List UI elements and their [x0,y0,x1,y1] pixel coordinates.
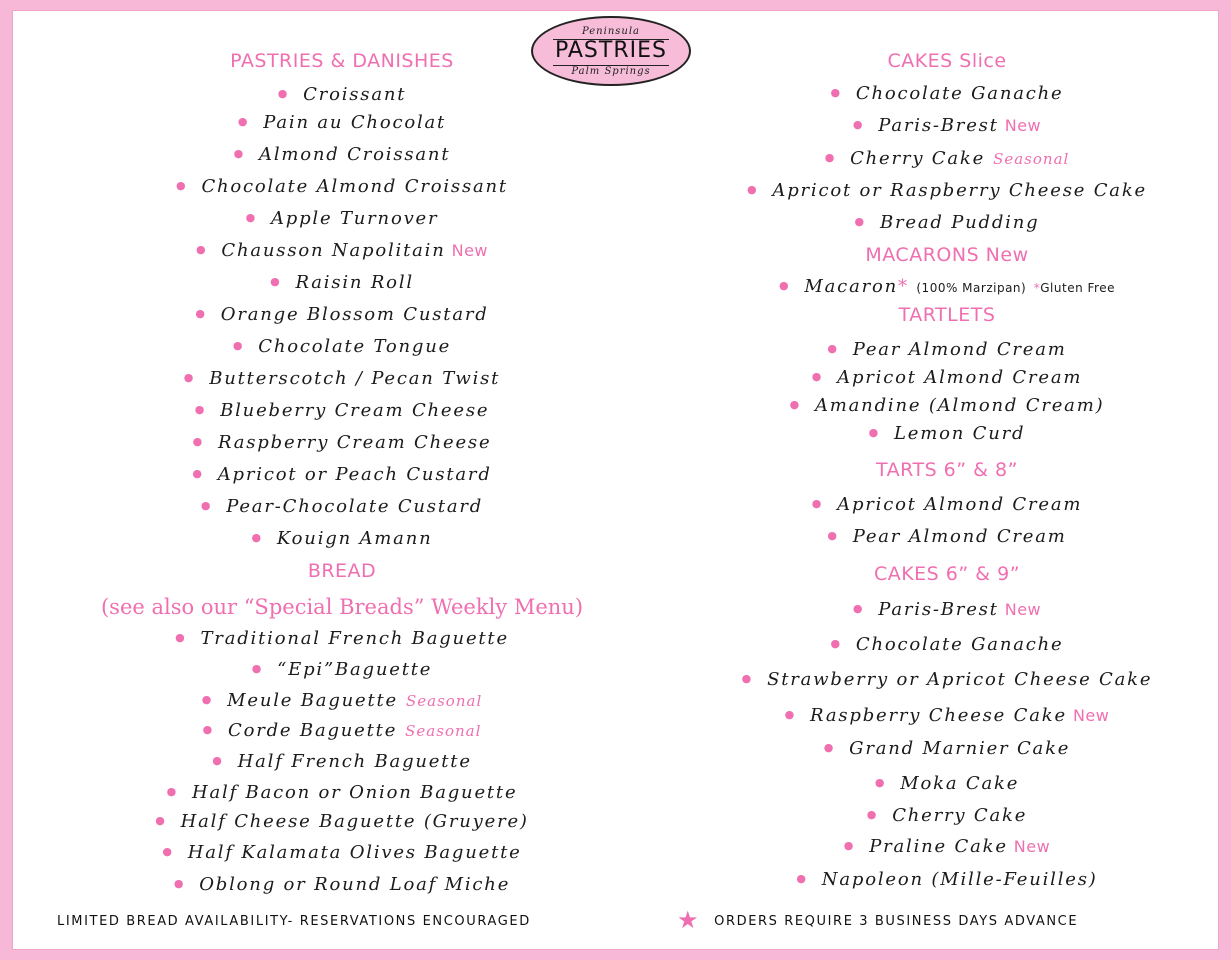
star-icon: ★ [677,906,701,934]
menu-item [697,83,1197,104]
bullet-icon: ● [194,403,207,416]
menu-item [697,115,1197,136]
menu-item [87,464,597,485]
cakes-heading: CAKES 6” & 9” [873,563,1021,585]
bullet-icon: ● [202,723,214,736]
macaron-item [697,276,1197,297]
bullet-icon: ● [827,342,839,355]
menu-item [697,526,1197,547]
bullet-icon: ● [200,499,213,512]
bullet-icon: ● [251,662,264,675]
menu-item [87,811,597,832]
bullet-icon: ● [192,467,204,480]
tarts-heading: TARTS 6” & 8” [876,459,1018,481]
bullet-icon: ● [183,371,196,384]
menu-item [697,805,1197,826]
menu-item-name: Grand Marnier Cake [849,738,1071,759]
bullet-icon: ● [245,211,257,224]
bullet-icon: ● [212,754,224,767]
menu-item-name: Apricot or Peach Custard [217,464,492,485]
menu-item-name: Chocolate Ganache [855,634,1064,655]
macaron-note: (100% Marzipan) [916,281,1027,295]
menu-item [697,395,1197,416]
bullet-icon: ● [155,814,167,827]
bullet-icon: ● [852,118,865,131]
bullet-icon: ● [195,307,207,320]
menu-item-name: Apricot Almond Cream [837,367,1083,388]
bullet-icon: ● [852,602,865,615]
menu-item-name: Half Bacon or Onion Baguette [191,782,518,803]
menu-item-name: Chausson Napolitain [221,240,446,261]
menu-item [87,84,597,105]
menu-item-name: Apricot or Raspberry Cheese Cake [772,180,1147,201]
gluten-free-label: Gluten Free [1040,281,1115,295]
bullet-icon: ● [866,808,879,821]
menu-item-name: Moka Cake [900,773,1020,794]
macaron-star: * [898,276,909,297]
new-tag: New [1013,837,1051,856]
menu-item-name: Praline Cake [869,836,1008,857]
menu-item [87,304,597,325]
menu-item [87,208,597,229]
menu-item [87,720,597,741]
menu-item-name: Apricot Almond Cream [837,494,1083,515]
menu-item [697,669,1197,690]
menu-item-name: Kouign Amann [276,528,433,549]
bullet-icon: ● [811,370,824,383]
tartlets-heading: TARTLETS [898,304,996,326]
menu-item [87,751,597,772]
menu-item [697,367,1197,388]
pastries-heading: PASTRIES & DANISHES [230,50,454,72]
bullet-icon: ● [784,708,797,721]
menu-item [87,528,597,549]
menu-item [87,176,597,197]
bullet-icon: ● [233,147,246,160]
menu-item-name: Traditional French Baguette [200,628,509,649]
bullet-icon: ● [811,497,824,510]
menu-item-name: Chocolate Ganache [855,83,1064,104]
bullet-icon: ● [277,87,290,100]
menu-item-name: Apple Turnover [270,208,439,229]
menu-item [87,272,597,293]
menu-item [87,240,597,261]
menu-item-name: Butterscotch / Pecan Twist [209,368,501,389]
menu-item [87,112,597,133]
bullet-icon: ● [868,426,881,439]
bullet-icon: ● [789,398,801,411]
menu-item-name: Half Kalamata Olives Baguette [187,842,522,863]
menu-item [87,874,597,895]
logo-top-script: Peninsula [581,26,640,37]
logo-bottom-script: Palm Springs [571,66,651,77]
menu-item-name: Pear Almond Cream [852,526,1067,547]
menu-item [87,144,597,165]
menu-item [697,212,1197,233]
menu-item [87,628,597,649]
seasonal-tag: Seasonal [406,692,483,710]
menu-item-name: Pear Almond Cream [852,339,1067,360]
menu-item [87,400,597,421]
menu-item [697,599,1197,620]
menu-item-name: Half Cheese Baguette (Gruyere) [180,811,529,832]
bullet-icon: ● [824,151,837,164]
menu-item-name: Raspberry Cheese Cake [810,705,1067,726]
orders-note-text: ORDERS REQUIRE 3 BUSINESS DAYS ADVANCE [714,914,1079,929]
bullet-icon: ● [173,877,186,890]
menu-page [12,10,1219,950]
bullet-icon: ● [779,279,791,292]
menu-item [87,432,597,453]
menu-item [87,496,597,517]
menu-item-name: Pear-Chocolate Custard [226,496,484,517]
menu-item-name: “Epi”Baguette [277,659,433,680]
bullet-icon: ● [232,339,245,352]
menu-item-name: Cherry Cake [850,148,986,169]
bullet-icon: ● [162,845,174,858]
bullet-icon: ● [251,531,263,544]
menu-item [87,690,597,711]
menu-item [697,836,1197,857]
menu-item-name: Blueberry Cream Cheese [220,400,490,421]
menu-item-name: Orange Blossom Custard [220,304,489,325]
menu-item [697,738,1197,759]
bread-heading: BREAD [307,560,377,582]
bullet-icon: ● [270,275,282,288]
menu-item-name: Napoleon (Mille-Feuilles) [821,869,1098,890]
menu-item [697,339,1197,360]
menu-item [697,705,1197,726]
bullet-icon: ● [854,215,866,228]
bread-subheading: (see also our “Special Breads” Weekly Menu) [100,595,584,619]
bullet-icon: ● [827,529,839,542]
menu-item [697,634,1197,655]
menu-item-name: Strawberry or Apricot Cheese Cake [767,669,1153,690]
bullet-icon: ● [741,672,754,685]
menu-item-name: Amandine (Almond Cream) [814,395,1105,416]
bullet-icon: ● [196,243,208,256]
menu-item-name: Oblong or Round Loaf Miche [199,874,511,895]
menu-item [87,842,597,863]
cakes-slice-heading: CAKES Slice [887,50,1007,72]
bullet-icon: ● [746,183,759,196]
bullet-icon: ● [843,839,856,852]
menu-item-name: Meule Baguette [227,690,399,711]
menu-item [697,494,1197,515]
menu-item-name: Lemon Curd [894,423,1026,444]
new-tag: New [1004,600,1042,619]
seasonal-tag: Seasonal [993,150,1070,168]
menu-item [697,869,1197,890]
orders-note [677,906,1078,934]
bullet-icon: ● [166,785,178,798]
menu-item-name: Chocolate Tongue [258,336,452,357]
bullet-icon: ● [192,435,204,448]
macarons-heading: MACARONS New [865,244,1029,266]
macaron-name: Macaron [804,276,899,297]
bullet-icon: ● [874,776,887,789]
bullet-icon: ● [830,86,842,99]
menu-item-name: Croissant [303,84,407,105]
menu-item-name: Pain au Chocolat [263,112,447,133]
menu-item-name: Half French Baguette [237,751,472,772]
menu-item-name: Cherry Cake [892,805,1028,826]
menu-item [87,659,597,680]
new-tag: New [1072,706,1110,725]
new-tag: New [1004,116,1042,135]
menu-item-name: Paris-Brest [878,599,999,620]
bullet-icon: ● [830,637,842,650]
bullet-icon: ● [237,115,250,128]
bullet-icon: ● [176,179,188,192]
menu-item-name: Corde Baguette [228,720,398,741]
bullet-icon: ● [201,693,214,706]
menu-item-name: Bread Pudding [879,212,1040,233]
menu-item-name: Almond Croissant [259,144,451,165]
menu-item-name: Raisin Roll [295,272,414,293]
menu-item [87,782,597,803]
logo-main-text: PASTRIES [555,38,667,63]
seasonal-tag: Seasonal [405,722,482,740]
menu-item-name: Raspberry Cream Cheese [217,432,492,453]
bullet-icon: ● [823,741,836,754]
bullet-icon: ● [796,872,808,885]
bread-availability-note: LIMITED BREAD AVAILABILITY- RESERVATIONS ENCOURAGED [57,914,531,929]
gluten-free-star: * [1033,281,1041,295]
menu-item [87,336,597,357]
menu-item [697,180,1197,201]
menu-item [697,148,1197,169]
menu-item-name: Chocolate Almond Croissant [201,176,508,197]
menu-item [697,773,1197,794]
menu-item [87,368,597,389]
menu-item-name: Paris-Brest [878,115,999,136]
menu-item [697,423,1197,444]
new-tag: New [451,241,488,260]
bullet-icon: ● [175,631,187,644]
